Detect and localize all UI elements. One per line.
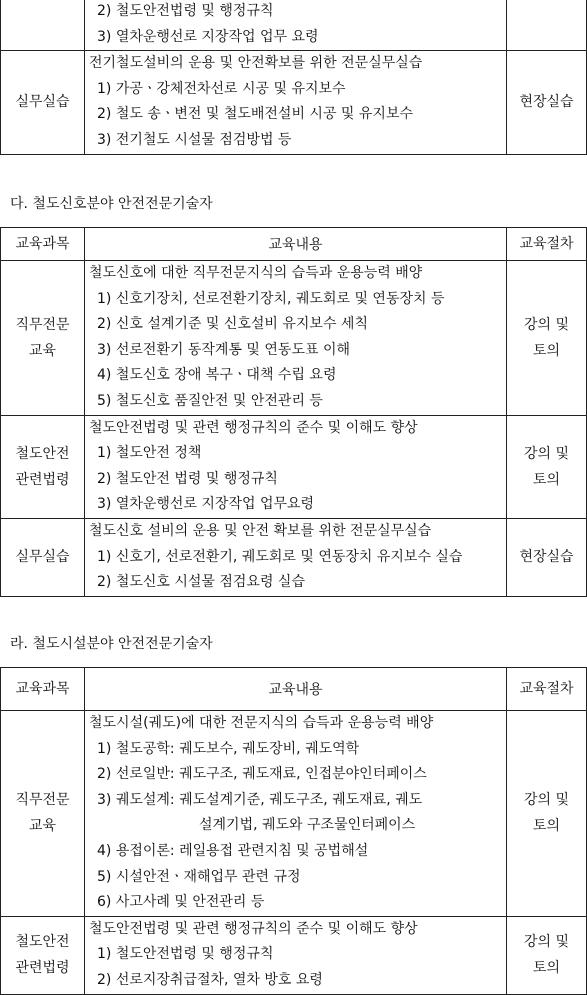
content-line: 1) 가공ㆍ강체전차선로 시공 및 유지보수 xyxy=(97,80,346,97)
table-header-row xyxy=(1,668,587,711)
procedure-cell xyxy=(507,0,587,51)
content-line: 2) 신호 설계기준 및 신호설비 유지보수 세칙 xyxy=(97,316,368,333)
course-cell: 실무실습 xyxy=(1,518,85,596)
header-procedure: 교육절차 xyxy=(507,668,587,711)
course-cell xyxy=(1,0,85,51)
procedure-cell: 강의 및 토의 xyxy=(507,415,587,518)
procedure-cell: 현장실습 xyxy=(507,518,587,596)
content-line: 2) 철도신호 시설물 점검요령 실습 xyxy=(97,574,305,591)
table-row xyxy=(1,0,587,51)
procedure-cell: 현장실습 xyxy=(507,51,587,154)
content-line: 철도시설(궤도)에 대한 전문지식의 습득과 운용능력 배양 xyxy=(89,715,434,731)
table-facility xyxy=(0,667,587,995)
content-line: 철도신호에 대한 직무전문지식의 습득과 운용능력 배양 xyxy=(89,265,423,281)
content-cell xyxy=(85,711,507,917)
table-row xyxy=(1,916,587,994)
content-line: 3) 궤도설계: 궤도설계기준, 궤도구조, 궤도재료, 궤도 xyxy=(97,791,423,808)
section-title: 다. 철도신호분야 안전전문기술자 xyxy=(10,196,213,212)
content-line: 3) 열차운행선로 지장작업 업무요령 xyxy=(97,496,315,513)
content-line: 1) 철도안전 정책 xyxy=(97,445,202,462)
content-line: 철도안전법령 및 관련 행정규칙의 준수 및 이해도 향상 xyxy=(89,920,418,937)
table-signal xyxy=(0,227,587,597)
content-line: 2) 철도안전 법령 및 행정규칙 xyxy=(97,470,278,487)
content-line: 전기철도설비의 운용 및 안전확보를 위한 전문실무실습 xyxy=(89,55,423,72)
content-cell xyxy=(85,0,507,51)
course-cell: 철도안전 관련법령 xyxy=(1,916,85,994)
procedure-cell: 강의 및 토의 xyxy=(507,261,587,416)
header-content: 교육내용 xyxy=(85,668,507,711)
section-title: 라. 철도시설분야 안전전문기술자 xyxy=(10,636,213,652)
content-line: 5) 시설안전ㆍ재해업무 관련 규정 xyxy=(97,868,301,885)
table-row xyxy=(1,711,587,917)
content-line: 2) 선로지장취급절차, 열차 방호 요령 xyxy=(97,971,323,988)
content-line: 4) 철도신호 장애 복구ㆍ대책 수립 요령 xyxy=(97,367,337,384)
course-cell: 직무전문 교육 xyxy=(1,711,85,917)
content-line: 3) 전기철도 시설물 점검방법 등 xyxy=(97,131,292,148)
content-line: 5) 철도신호 품질안전 및 안전관리 등 xyxy=(97,392,323,409)
content-cell xyxy=(85,916,507,994)
content-line: 2) 철도 송ㆍ변전 및 철도배전설비 시공 및 유지보수 xyxy=(97,106,413,123)
content-line: 1) 신호기장치, 선로전환기장치, 궤도회로 및 연동장치 등 xyxy=(97,290,445,307)
table-row xyxy=(1,261,587,416)
content-line: 2) 선로일반: 궤도구조, 궤도재료, 인접분야인터페이스 xyxy=(97,766,427,783)
content-cell xyxy=(85,518,507,596)
header-procedure: 교육절차 xyxy=(507,228,587,261)
procedure-cell: 강의 및 토의 xyxy=(507,711,587,917)
table-row xyxy=(1,518,587,596)
content-line: 2) 철도안전법령 및 행정규칙 xyxy=(97,3,274,19)
content-line: 철도안전법령 및 관련 행정규칙의 준수 및 이해도 향상 xyxy=(89,419,418,436)
content-line: 설계기법, 궤도와 구조물인터페이스 xyxy=(199,817,416,834)
procedure-cell: 강의 및 토의 xyxy=(507,916,587,994)
content-line: 6) 사고사례 및 안전관리 등 xyxy=(97,894,265,911)
content-line: 4) 용접이론: 레일용접 관련지침 및 공법해설 xyxy=(97,842,369,859)
content-cell xyxy=(85,415,507,518)
table-top xyxy=(0,0,587,155)
header-course: 교육과목 xyxy=(1,228,85,261)
content-cell xyxy=(85,261,507,416)
table-row xyxy=(1,415,587,518)
content-line: 1) 신호기, 선로전환기, 궤도회로 및 연동장치 유지보수 실습 xyxy=(97,548,463,565)
course-cell: 철도안전 관련법령 xyxy=(1,415,85,518)
course-cell: 실무실습 xyxy=(1,51,85,154)
course-cell: 직무전문 교육 xyxy=(1,261,85,416)
content-line: 1) 철도안전법령 및 행정규칙 xyxy=(97,946,274,963)
header-course: 교육과목 xyxy=(1,668,85,711)
content-line: 1) 철도공학: 궤도보수, 궤도장비, 궤도역학 xyxy=(97,740,360,757)
table-row xyxy=(1,51,587,154)
table-header-row xyxy=(1,228,587,261)
header-content: 교육내용 xyxy=(85,228,507,261)
content-line: 철도신호 설비의 운용 및 안전 확보를 위한 전문실무실습 xyxy=(89,522,432,539)
content-cell xyxy=(85,51,507,154)
content-line: 3) 선로전환기 동작계통 및 연동도표 이해 xyxy=(97,341,351,358)
content-line: 3) 열차운행선로 지장작업 업무 요령 xyxy=(97,28,319,45)
